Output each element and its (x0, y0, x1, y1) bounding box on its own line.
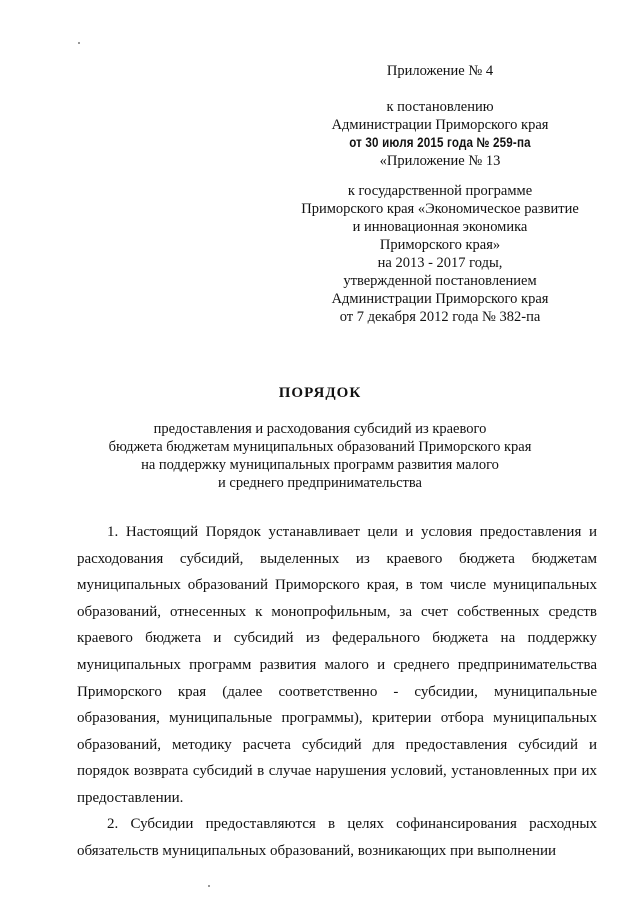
program-line: Приморского края» (379, 237, 501, 253)
program-line: утвержденной постановлением (343, 273, 537, 289)
scan-speck (208, 885, 210, 887)
program-line: на 2013 - 2017 годы, (377, 255, 503, 271)
program-line: Приморского края «Экономическое развитие (301, 201, 579, 217)
program-line: Администрации Приморского края (331, 291, 549, 307)
decree-reference (270, 98, 610, 170)
program-line: от 7 декабря 2012 года № 382-па (339, 309, 541, 325)
program-line: к государственной программе (347, 183, 533, 199)
scan-speck (78, 42, 80, 44)
annex-number (270, 62, 610, 80)
program-reference (270, 182, 610, 326)
subtitle-line: на поддержку муниципальных программ развития малого (141, 457, 499, 473)
paragraph-2: 2. Субсидии предоставляются в целях софинансирования расходных обязательств муниципальных образований, возникающих при выполнении (77, 816, 597, 859)
subtitle-line: бюджета бюджетам муниципальных образований Приморского края (108, 439, 532, 455)
program-line: и инновационная экономика (352, 219, 528, 235)
decree-line: Администрации Приморского края (331, 117, 549, 133)
decree-line: «Приложение № 13 (379, 153, 501, 169)
decree-line: к постановлению (386, 99, 494, 115)
paragraph-1: 1. Настоящий Порядок устанавливает цели и условия предоставления и расходования субсидий, выделенных из краевого бюджета бюджетам муниципальных образований Приморского края, в том числе муниципальных образований, отнесенных к монопрофильным, за счет собственных средств краевого бюджета и субсидий из федерального бюджета на поддержку муниципальных программ развития малого и среднего предпринимательства Приморского края (далее соответственно - субсидии, муниципальные образования, муниципальные программы), критерии отбора муниципальных образований, методику расчета субсидий для предоставления субсидий и порядок возврата субсидий в случае нарушения условий, установленных при их предоставлении. (77, 524, 597, 806)
document-subtitle (0, 420, 640, 492)
subtitle-line: предоставления и расходования субсидий из краевого (153, 421, 487, 437)
decree-date-stamp: от 30 июля 2015 года № 259-па (349, 135, 531, 150)
annex-number-line: Приложение № 4 (386, 63, 494, 79)
document-title: ПОРЯДОК (278, 385, 362, 401)
subtitle-line: и среднего предпринимательства (218, 475, 422, 491)
